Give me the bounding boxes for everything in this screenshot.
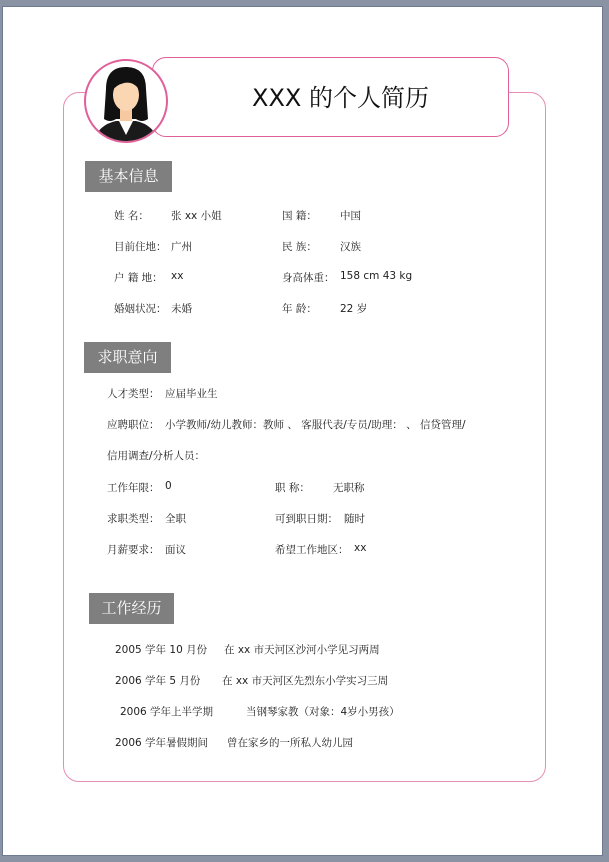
title-value: 无职称 bbox=[333, 482, 365, 494]
hukou-label: 户 籍 地： bbox=[114, 272, 163, 284]
title-box bbox=[152, 57, 509, 137]
job-type-value: 全职 bbox=[165, 513, 186, 525]
height-weight-value: 158 cm 43 kg bbox=[340, 270, 413, 282]
resume-page bbox=[3, 7, 602, 855]
nationality-label: 国 籍： bbox=[282, 210, 317, 222]
work-date: 2006 学年暑假期间 bbox=[115, 737, 209, 749]
page-title: XXX 的个人简历 bbox=[252, 84, 429, 112]
age-value: 22 岁 bbox=[340, 303, 368, 315]
position-label: 应聘职位： bbox=[107, 419, 160, 431]
job-type-label: 求职类型： bbox=[107, 513, 160, 525]
region-label: 希望工作地区： bbox=[275, 544, 349, 556]
age-label: 年 龄： bbox=[282, 303, 317, 315]
talent-type-label: 人才类型： bbox=[107, 388, 160, 400]
marital-value: 未婚 bbox=[171, 303, 192, 315]
ethnicity-label: 民 族： bbox=[282, 241, 317, 253]
name-value: 张 xx 小姐 bbox=[171, 210, 222, 222]
salary-value: 面议 bbox=[165, 544, 186, 556]
name-label: 姓 名： bbox=[114, 210, 149, 222]
work-desc: 在 xx 市天河区先烈东小学实习三周 bbox=[222, 675, 389, 687]
position-value: 小学教师/幼儿教师：教师 、 客服代表/专员/助理： 、 信贷管理/ bbox=[165, 419, 466, 431]
marital-label: 婚姻状况： bbox=[114, 303, 167, 315]
work-date: 2006 学年 5 月份 bbox=[115, 675, 201, 687]
hukou-value: xx bbox=[171, 270, 184, 282]
salary-label: 月薪要求： bbox=[107, 544, 160, 556]
work-desc: 曾在家乡的一所私人幼儿园 bbox=[227, 737, 353, 749]
section-heading-intent: 求职意向 bbox=[84, 342, 171, 373]
title-label: 职 称： bbox=[275, 482, 310, 494]
section-heading-work: 工作经历 bbox=[89, 593, 174, 624]
start-date-label: 可到职日期： bbox=[275, 513, 338, 525]
section-heading-basic: 基本信息 bbox=[85, 161, 172, 192]
start-date-value: 随时 bbox=[344, 513, 365, 525]
residence-value: 广州 bbox=[171, 241, 192, 253]
residence-label: 目前住地： bbox=[114, 241, 167, 253]
years-label: 工作年限： bbox=[107, 482, 160, 494]
talent-type-value: 应届毕业生 bbox=[165, 388, 218, 400]
ethnicity-value: 汉族 bbox=[340, 241, 361, 253]
years-value: 0 bbox=[165, 480, 172, 492]
nationality-value: 中国 bbox=[340, 210, 361, 222]
work-desc: 当钢琴家教（对象：4岁小男孩） bbox=[246, 706, 400, 718]
region-value: xx bbox=[354, 542, 367, 554]
work-date: 2005 学年 10 月份 bbox=[115, 644, 208, 656]
position-value-continued: 信用调查/分析人员： bbox=[107, 450, 206, 462]
height-weight-label: 身高体重： bbox=[282, 272, 335, 284]
work-date: 2006 学年上半学期 bbox=[120, 706, 214, 718]
woman-avatar-icon bbox=[84, 59, 168, 143]
work-desc: 在 xx 市天河区沙河小学见习两周 bbox=[224, 644, 380, 656]
